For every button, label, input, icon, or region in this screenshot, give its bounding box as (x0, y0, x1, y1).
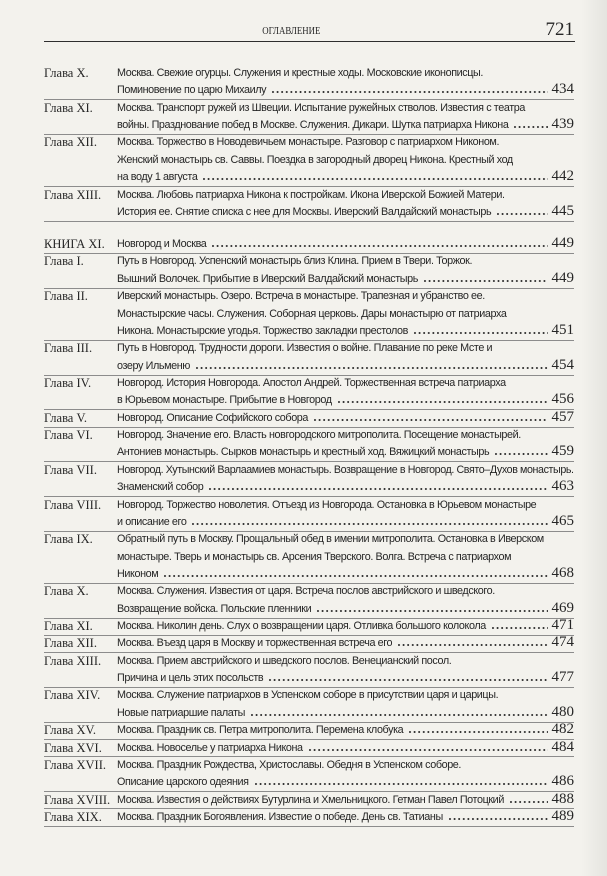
toc-entry (44, 740, 574, 757)
page-number: 465 (551, 512, 574, 529)
toc-entry (44, 375, 574, 410)
toc-entry (44, 288, 574, 340)
dot-leader (414, 332, 548, 334)
entry-text-line: Москва. Николин день. Слух о возвращении царя. Отливка большого колокола (117, 620, 486, 633)
header-title: ОГЛАВЛЕНИЕ (261, 25, 321, 37)
entry-text-line: Новгород. Хутынский Варлаамиев монастырь. Возвращение в Новгород. Свято–Духов монастырь. (117, 463, 574, 476)
entry-last-line (117, 618, 574, 635)
table-of-contents (44, 65, 574, 826)
entry-text-line: Новгород. Описание Софийского собора (117, 411, 309, 424)
entry-last-line (117, 358, 574, 375)
running-header (211, 26, 371, 37)
chapter-label: Глава I. (44, 254, 84, 269)
entry-text-line: Москва. Праздник Рождества, Христославы. Обедня в Успенском соборе. (117, 758, 462, 771)
toc-entry (44, 410, 574, 427)
toc-entry (44, 618, 574, 635)
entry-text-line: Москва. Известия о действиях Бутурлина и Хмельницкого. Гетман Павел Потоцкий (117, 793, 504, 806)
page-number: 451 (551, 321, 574, 338)
chapter-label: Глава III. (44, 341, 93, 356)
entry-text-line: озеру Ильменю (117, 359, 190, 372)
entry-body (117, 757, 574, 792)
entry-body (117, 653, 574, 688)
page-number: 445 (551, 202, 574, 219)
entry-text-line: Москва. Прием австрийского и шведского послов. Венецианский посол. (117, 654, 452, 667)
dot-leader (314, 419, 547, 421)
chapter-label: Глава X. (44, 584, 89, 599)
toc-entry (44, 462, 574, 497)
entry-text-line: Путь в Новгород. Успенский монастырь близ Клина. Прием в Твери. Торжок. (117, 255, 473, 268)
entry-text-line: Вышний Волочек. Прибытие в Иверский Валдайский монастырь (117, 272, 418, 285)
toc-entry (44, 497, 574, 532)
page-number: 459 (551, 443, 574, 460)
page-number: 457 (551, 408, 574, 425)
chapter-label: Глава XII. (44, 636, 97, 651)
toc-entry (44, 531, 574, 583)
entry-last-line (117, 204, 574, 221)
entry-text-line: Никоном (117, 567, 159, 580)
entry-text-line: Иверский монастырь. Озеро. Встреча в монастыре. Трапезная и убранство ее. (117, 290, 485, 303)
chapter-label: Глава II. (44, 289, 88, 304)
toc-entry (44, 635, 574, 652)
chapter-label: Глава X. (44, 66, 89, 80)
chapter-label: Глава IX. (44, 532, 93, 547)
dot-leader (424, 280, 548, 282)
entry-last-line (117, 705, 574, 722)
entry-text-line: на воду 1 августа (117, 171, 198, 184)
entry-last-line (117, 169, 574, 186)
dot-leader (272, 91, 547, 93)
chapter-label: Глава XI. (44, 619, 93, 634)
page-number: 456 (551, 391, 574, 408)
toc-entry (44, 427, 574, 462)
entry-last-line (117, 792, 574, 809)
page-number: 486 (551, 773, 574, 790)
entry-last-line (117, 236, 574, 253)
dot-leader (196, 367, 548, 369)
entry-body (117, 740, 574, 757)
chapter-label: Глава XIII. (44, 187, 102, 202)
dot-leader (510, 801, 548, 803)
entry-text-line: Новгород. История Новгорода. Апостол Андрей. Торжественная встреча патриарха (117, 377, 506, 389)
page-number: 474 (551, 634, 574, 651)
entry-text-line: Знаменский собор (117, 481, 204, 494)
entry-body (117, 687, 574, 722)
dot-leader (514, 126, 547, 128)
entry-last-line (117, 601, 574, 618)
entry-text-line: в Юрьевом монастыре. Прибытие в Новгород (117, 394, 332, 407)
entry-body (117, 635, 574, 652)
entry-text-line: Москва. Въезд царя в Москву и торжественная встреча его (117, 637, 393, 650)
chapter-label: Глава VIII. (44, 497, 102, 512)
entry-text-line: войны. Празднование побед в Москве. Служения. Дикари. Шутка патриарха Никона (117, 119, 509, 132)
chapter-label: Глава XV. (44, 723, 97, 738)
toc-entry (44, 757, 574, 792)
toc-entry (44, 809, 574, 826)
book-label: КНИГА XI. (44, 237, 105, 252)
entry-body (117, 583, 574, 618)
entry-text-line: Обратный путь в Москву. Прощальный обед в имении митрополита. Остановка в Иверском (117, 533, 544, 546)
entry-body (117, 792, 574, 809)
entry-last-line (117, 514, 574, 531)
entry-body (117, 531, 574, 583)
page-number: 454 (551, 356, 574, 373)
dot-leader (212, 245, 547, 247)
entry-last-line (117, 722, 574, 739)
entry-last-line (117, 635, 574, 652)
dot-leader (192, 523, 547, 525)
entry-last-line (117, 444, 574, 461)
entry-text-line: Москва. Праздник Богоявления. Известие о победе. День св. Татианы (117, 810, 443, 823)
chapter-label: Глава XIX. (44, 809, 102, 824)
entry-last-line (117, 479, 574, 496)
entry-last-line (117, 410, 574, 427)
entry-last-line (117, 323, 574, 340)
entry-body (117, 722, 574, 739)
toc-entry (44, 253, 574, 288)
toc-entry (44, 653, 574, 688)
dot-leader (209, 488, 547, 490)
entry-last-line (117, 670, 574, 687)
entry-body (117, 65, 574, 100)
entry-text-line: Москва. Служения. Известия от царя. Встреча послов австрийского и шведского. (117, 585, 495, 598)
page-number: 469 (551, 599, 574, 616)
entry-text-line: Поминовение по царю Михаилу (117, 84, 267, 97)
entry-last-line (117, 740, 574, 757)
chapter-label: Глава VI. (44, 428, 93, 443)
dot-leader (492, 627, 548, 629)
toc-entry (44, 722, 574, 739)
toc-entry (44, 100, 574, 135)
entry-last-line (117, 117, 574, 134)
entry-body (117, 253, 574, 288)
entry-body (117, 809, 574, 826)
chapter-label: Глава XVIII. (44, 792, 111, 807)
dot-leader (203, 178, 547, 180)
entry-text-line: Новые патриаршие палаты (117, 706, 246, 719)
toc-entry (44, 792, 574, 809)
toc-entry (44, 236, 574, 253)
entry-text-line: Возвращение войска. Польские пленники (117, 602, 312, 615)
entry-body (117, 100, 574, 135)
page-number: 439 (551, 116, 574, 133)
entry-text-line: Антониев монастырь. Сырков монастырь и крестный ход. Вяжицкий монастырь (117, 446, 490, 459)
page-number: 480 (551, 703, 574, 720)
entry-last-line (117, 392, 574, 409)
entry-body (117, 375, 574, 410)
section-gap (44, 221, 574, 236)
page-number: 489 (551, 807, 574, 824)
toc-entry (44, 340, 574, 375)
header-rule (44, 41, 575, 42)
toc-entry (44, 583, 574, 618)
dot-leader (409, 731, 547, 733)
page-number: 468 (551, 564, 574, 581)
entry-body (117, 340, 574, 375)
toc-entry (44, 187, 574, 222)
chapter-label: Глава XIV. (44, 688, 101, 703)
entry-text-line: Новгород. Значение его. Власть новгородского митрополита. Посещение монастырей. (117, 429, 521, 442)
entry-text-line: Москва. Новоселье у патриарха Никона (117, 741, 303, 754)
chapter-label: Глава V. (44, 410, 88, 425)
page-number: 442 (551, 168, 574, 185)
chapter-label: Глава XVII. (44, 757, 106, 772)
entry-last-line (117, 774, 574, 791)
chapter-label: Глава XI. (44, 100, 93, 115)
chapter-label: Глава XIII. (44, 653, 102, 668)
entry-last-line (117, 809, 574, 826)
entry-text-line: и описание его (117, 515, 187, 528)
entry-body (117, 618, 574, 635)
entry-text-line: Москва. Служение патриархов в Успенском соборе в присутствии царя и царицы. (117, 689, 499, 702)
entry-body (117, 288, 574, 340)
chapter-label: Глава XII. (44, 135, 97, 150)
dot-leader (164, 575, 547, 577)
dot-leader (495, 453, 547, 455)
page-number: 449 (551, 235, 574, 252)
entry-text-line: История ее. Снятие списка с нее для Москвы. Иверский Валдайский монастырь (117, 205, 492, 218)
entry-body (117, 236, 574, 253)
entry-text-line: Москва. Свежие огурцы. Служения и крестные ходы. Московские иконописцы. (117, 67, 484, 79)
entry-body (117, 497, 574, 532)
entry-text-line: Причина и цель этих посольств (117, 672, 264, 685)
entry-text-line: Москва. Любовь патриарха Никона к постройкам. Икона Иверской Божией Матери. (117, 188, 505, 201)
dot-leader (309, 749, 548, 751)
page-number: 482 (551, 721, 574, 738)
dot-leader (269, 679, 547, 681)
page-number: 471 (551, 617, 574, 634)
entry-text-line: Новгород и Москва (117, 238, 207, 251)
page-number: 484 (551, 738, 574, 755)
entry-text-line: Монастырские часы. Служения. Соборная церковь. Дары монастырю от патриарха (117, 307, 507, 320)
dot-leader (317, 610, 547, 612)
entry-body (117, 427, 574, 462)
entry-last-line (117, 271, 574, 288)
entry-text-line: Описание царского одеяния (117, 776, 249, 789)
dot-leader (497, 213, 547, 215)
dot-leader (255, 783, 548, 785)
entry-text-line: Москва. Транспорт ружей из Швеции. Испытание ружейных стволов. Известия с театра (117, 101, 525, 114)
dot-leader (251, 714, 547, 716)
toc-entry (44, 65, 574, 100)
dot-leader (398, 644, 547, 646)
toc-entry (44, 134, 574, 186)
page-edge-shadow (581, 0, 607, 876)
entry-text-line: Путь в Новгород. Трудности дороги. Известия о войне. Плавание по реке Мсте и (117, 342, 493, 355)
page-number: 488 (551, 790, 574, 807)
entry-text-line: Новгород. Торжество новолетия. Отъезд из Новгорода. Остановка в Юрьевом монастыре (117, 498, 537, 511)
entry-text-line: монастыре. Тверь и монастырь св. Арсения Тверского. Волга. Встреча с патриархом (117, 550, 512, 563)
page-number: 449 (551, 269, 574, 286)
entry-last-line (117, 566, 574, 583)
chapter-label: Глава VII. (44, 462, 97, 477)
page-number: 434 (551, 81, 574, 98)
entry-body (117, 134, 574, 186)
entry-last-line (117, 82, 574, 99)
chapter-label: Глава XVI. (44, 740, 102, 755)
entry-body (117, 462, 574, 497)
toc-entry (44, 687, 574, 722)
entry-text-line: Женский монастырь св. Саввы. Поездка в загородный дворец Никона. Крестный ход (117, 153, 513, 166)
dot-leader (449, 818, 548, 820)
page-number: 463 (551, 478, 574, 495)
dot-leader (338, 401, 548, 403)
header-page-number: 721 (545, 19, 574, 40)
entry-text-line: Никона. Монастырские угодья. Торжество закладки престолов (117, 324, 408, 337)
entry-body (117, 187, 574, 222)
chapter-label: Глава IV. (44, 376, 92, 390)
entry-body (117, 410, 574, 427)
entry-text-line: Москва. Праздник св. Петра митрополита. Перемена клобука (117, 724, 404, 737)
page-number: 477 (551, 669, 574, 686)
entry-text-line: Москва. Торжество в Новодевичьем монастыре. Разговор с патриархом Никоном. (117, 136, 500, 149)
